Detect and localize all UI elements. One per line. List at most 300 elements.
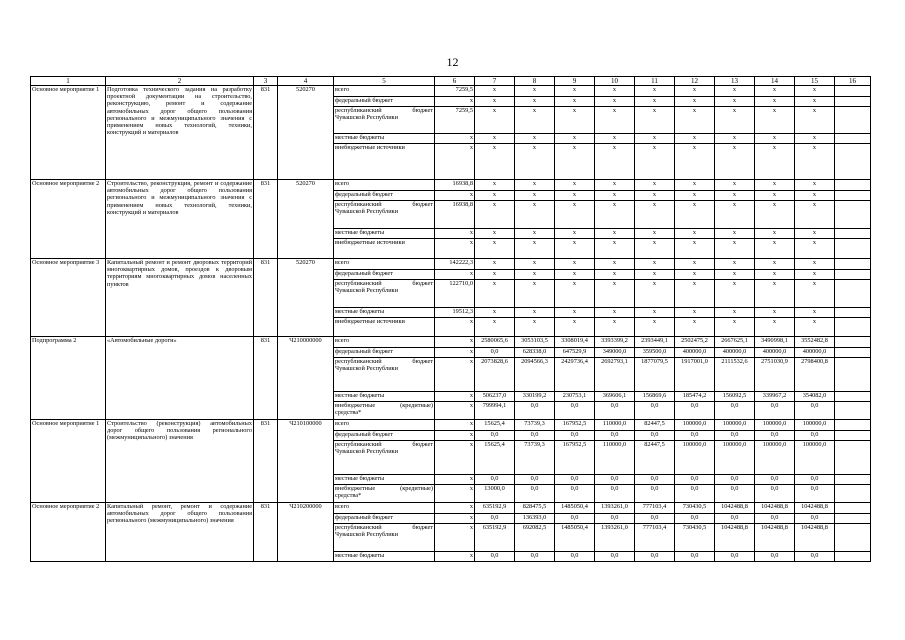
year-value-cell: x [595,134,635,144]
amount-cell: x [435,514,475,524]
year-value-cell: 349000,0 [595,348,635,358]
year-value-cell: x [635,86,675,97]
year-value-cell: 0,0 [635,431,675,441]
year-value-cell: 0,0 [715,402,755,420]
year-value-cell: 2073828,6 [475,358,515,392]
amount-cell: x [435,420,475,431]
amount-cell: 19512,3 [435,308,475,318]
year-value-cell: x [795,134,835,144]
year-value-cell: 0,0 [555,552,595,562]
year-value-cell: x [755,180,795,191]
year-value-cell: 1485050,4 [555,503,595,514]
year-value-cell: x [555,107,595,134]
year-value-cell: x [795,86,835,97]
amount-cell: x [435,524,475,552]
year-value-cell [835,134,871,144]
amount-cell: x [435,239,475,259]
year-value-cell: x [515,239,555,259]
year-value-cell: 1393261,0 [595,524,635,552]
year-value-cell: 359500,0 [635,348,675,358]
funding-source-cell: федеральный бюджет [334,348,435,358]
amount-cell: x [435,392,475,402]
year-value-cell: x [755,239,795,259]
year-value-cell: 1485050,4 [555,524,595,552]
year-value-cell [835,402,871,420]
year-value-cell: x [515,201,555,229]
target-article-cell: Ч210000000 [278,337,334,420]
year-value-cell: 100000,0 [795,441,835,475]
year-value-cell: x [475,144,515,180]
year-value-cell: 156869,6 [635,392,675,402]
year-value-cell: 0,0 [515,402,555,420]
year-value-cell: x [515,97,555,107]
year-value-cell: x [475,308,515,318]
year-value-cell: 100000,0 [675,441,715,475]
year-value-cell: 0,0 [715,485,755,503]
year-value-cell: x [795,107,835,134]
year-value-cell: 0,0 [555,485,595,503]
budget-table [30,76,871,562]
year-value-cell: 0,0 [795,431,835,441]
year-value-cell [835,97,871,107]
year-value-cell: x [635,180,675,191]
column-header-13: 13 [715,77,755,86]
year-value-cell [835,229,871,239]
program-name-cell: Основное мероприятие 2 [31,503,106,562]
year-value-cell: 2111532,6 [715,358,755,392]
funding-source-cell: республиканский бюджет Чувашской Республики [334,280,435,308]
column-header-11: 11 [635,77,675,86]
column-header-14: 14 [755,77,795,86]
year-value-cell: 0,0 [555,514,595,524]
grbs-code-cell: 831 [254,337,278,420]
year-value-cell: 110000,0 [595,441,635,475]
year-value-cell: 369606,1 [595,392,635,402]
year-value-cell: x [715,180,755,191]
table-row [31,180,871,191]
year-value-cell: x [515,308,555,318]
year-value-cell: 0,0 [595,552,635,562]
year-value-cell: 1042488,8 [795,524,835,552]
year-value-cell: 0,0 [675,485,715,503]
year-value-cell: x [755,318,795,337]
year-value-cell: x [515,259,555,270]
year-value-cell: x [795,318,835,337]
year-value-cell: 0,0 [755,475,795,485]
year-value-cell: x [515,280,555,308]
year-value-cell: 230753,1 [555,392,595,402]
year-value-cell: x [555,134,595,144]
year-value-cell: 73739,3 [515,441,555,475]
funding-source-cell: местные бюджеты [334,392,435,402]
amount-cell: 7259,5 [435,86,475,97]
year-value-cell: 400000,0 [755,348,795,358]
year-value-cell: 82447,5 [635,441,675,475]
year-value-cell: 0,0 [595,514,635,524]
year-value-cell [835,475,871,485]
year-value-cell: 400000,0 [795,348,835,358]
year-value-cell: 777103,4 [635,524,675,552]
table-row [31,503,871,514]
amount-cell: x [435,552,475,562]
page-number: 12 [446,55,459,69]
funding-source-cell: республиканский бюджет Чувашской Республики [334,524,435,552]
funding-source-cell: всего [334,337,435,348]
year-value-cell: 777103,4 [635,503,675,514]
year-value-cell: x [515,180,555,191]
funding-source-cell: республиканский бюджет Чувашской Республики [334,107,435,134]
year-value-cell: x [635,107,675,134]
year-value-cell: 635192,9 [475,503,515,514]
year-value-cell: 2667625,1 [715,337,755,348]
year-value-cell: x [715,270,755,280]
year-value-cell: 0,0 [555,475,595,485]
year-value-cell: x [475,201,515,229]
year-value-cell: 82447,5 [635,420,675,431]
amount-cell: x [435,144,475,180]
year-value-cell: x [475,86,515,97]
year-value-cell: x [675,270,715,280]
year-value-cell: x [595,229,635,239]
year-value-cell: 0,0 [755,552,795,562]
year-value-cell: 0,0 [715,552,755,562]
year-value-cell: x [635,308,675,318]
year-value-cell: 0,0 [755,402,795,420]
funding-source-cell: федеральный бюджет [334,191,435,201]
year-value-cell: x [635,134,675,144]
year-value-cell: 73739,3 [515,420,555,431]
year-value-cell: 0,0 [595,475,635,485]
target-article-cell: Ч210100000 [278,420,334,503]
year-value-cell: 0,0 [595,485,635,503]
amount-cell: 7259,5 [435,107,475,134]
year-value-cell [835,308,871,318]
year-value-cell: 0,0 [515,431,555,441]
year-value-cell: x [475,97,515,107]
amount-cell: x [435,441,475,475]
year-value-cell: 0,0 [795,552,835,562]
year-value-cell: x [515,144,555,180]
year-value-cell: x [795,308,835,318]
year-value-cell: x [755,229,795,239]
year-value-cell: x [715,191,755,201]
year-value-cell: x [515,318,555,337]
year-value-cell: 799994,1 [475,402,515,420]
year-value-cell: x [475,318,515,337]
funding-source-cell: внебюджетные источники [334,239,435,259]
year-value-cell: x [515,86,555,97]
measure-description-cell: Строительство, реконструкция, ремонт и содержание автомобильных дорог общего пользования регионального и межмуниципального значения с применением новых технологий, техники, конструкций и материалов [106,180,254,259]
program-name-cell: Основное мероприятие 3 [31,259,106,337]
year-value-cell: 3308019,4 [555,337,595,348]
funding-source-cell: республиканский бюджет Чувашской Республики [334,201,435,229]
year-value-cell: 100000,0 [715,441,755,475]
year-value-cell: 730430,5 [675,524,715,552]
funding-source-cell: федеральный бюджет [334,97,435,107]
year-value-cell [835,420,871,431]
amount-cell: x [435,270,475,280]
column-header-3: 3 [254,77,278,86]
year-value-cell: 0,0 [635,514,675,524]
year-value-cell: 0,0 [475,514,515,524]
year-value-cell: x [675,201,715,229]
year-value-cell: x [715,239,755,259]
year-value-cell: x [715,229,755,239]
year-value-cell: x [675,97,715,107]
year-value-cell: x [555,144,595,180]
year-value-cell: x [515,191,555,201]
column-header-4: 4 [278,77,334,86]
year-value-cell: 3053103,5 [515,337,555,348]
funding-source-cell: всего [334,86,435,97]
year-value-cell [835,358,871,392]
year-value-cell: x [595,144,635,180]
program-name-cell: Подпрограмма 2 [31,337,106,420]
funding-source-cell: федеральный бюджет [334,431,435,441]
funding-source-cell: республиканский бюджет Чувашской Республики [334,358,435,392]
year-value-cell: x [595,86,635,97]
table-body [31,86,871,562]
year-value-cell: x [555,201,595,229]
year-value-cell: x [795,180,835,191]
year-value-cell: x [515,134,555,144]
year-value-cell: x [555,180,595,191]
year-value-cell: 1042488,8 [755,524,795,552]
funding-source-cell: всего [334,180,435,191]
year-value-cell: x [555,97,595,107]
year-value-cell: 167952,5 [555,441,595,475]
year-value-cell: x [675,144,715,180]
year-value-cell [835,524,871,552]
measure-description-cell: Строительство (реконструкция) автомобильных дорог общего пользования регионального (межмуниципального) значения [106,420,254,503]
amount-cell: 16938,8 [435,180,475,191]
amount-cell: x [435,485,475,503]
year-value-cell [835,514,871,524]
column-header-5: 5 [334,77,435,86]
amount-cell: x [435,134,475,144]
year-value-cell: x [595,97,635,107]
program-name-cell: Основное мероприятие 1 [31,86,106,180]
year-value-cell: x [635,270,675,280]
funding-source-cell: республиканский бюджет Чувашской Республики [334,441,435,475]
column-header-12: 12 [675,77,715,86]
year-value-cell: x [795,191,835,201]
year-value-cell: 2798400,8 [795,358,835,392]
amount-cell: x [435,503,475,514]
target-article-cell: 520270 [278,259,334,337]
funding-source-cell: федеральный бюджет [334,270,435,280]
year-value-cell [835,144,871,180]
amount-cell: 122710,0 [435,280,475,308]
funding-source-cell: местные бюджеты [334,552,435,562]
year-value-cell: 1042488,8 [715,524,755,552]
year-value-cell: x [715,280,755,308]
year-value-cell: x [555,191,595,201]
year-value-cell: x [475,270,515,280]
funding-source-cell: внебюджетные (кредитные) средства* [334,402,435,420]
year-value-cell [835,485,871,503]
year-value-cell: x [675,308,715,318]
year-value-cell: 0,0 [595,431,635,441]
funding-source-cell: внебюджетные источники [334,318,435,337]
year-value-cell: x [635,259,675,270]
year-value-cell: x [635,97,675,107]
year-value-cell: 100000,0 [755,441,795,475]
program-name-cell: Основное мероприятие 2 [31,180,106,259]
year-value-cell: 2094566,3 [515,358,555,392]
year-value-cell: 0,0 [515,485,555,503]
year-value-cell: 400000,0 [715,348,755,358]
year-value-cell: x [715,308,755,318]
year-value-cell: 0,0 [635,475,675,485]
year-value-cell: x [795,97,835,107]
year-value-cell: x [475,280,515,308]
year-value-cell: x [675,191,715,201]
year-value-cell: x [515,229,555,239]
year-value-cell: x [555,239,595,259]
year-value-cell: 0,0 [715,431,755,441]
year-value-cell: x [635,318,675,337]
year-value-cell: x [675,318,715,337]
year-value-cell: x [635,191,675,201]
year-value-cell: 0,0 [475,348,515,358]
year-value-cell: x [675,107,715,134]
year-value-cell [835,180,871,191]
column-header-1: 1 [31,77,106,86]
year-value-cell: x [635,144,675,180]
amount-cell: x [435,191,475,201]
year-value-cell: x [755,201,795,229]
year-value-cell: 0,0 [515,552,555,562]
year-value-cell: x [755,97,795,107]
year-value-cell: 1042488,8 [795,503,835,514]
year-value-cell: x [715,201,755,229]
year-value-cell: 0,0 [675,552,715,562]
year-value-cell [835,107,871,134]
year-value-cell: x [595,280,635,308]
year-value-cell: 0,0 [475,552,515,562]
year-value-cell: x [635,201,675,229]
funding-source-cell: местные бюджеты [334,229,435,239]
year-value-cell: 3393399,2 [595,337,635,348]
year-value-cell: x [715,259,755,270]
year-value-cell: x [555,280,595,308]
amount-cell: 142222,3 [435,259,475,270]
year-value-cell: 2692793,1 [595,358,635,392]
year-value-cell: 647529,9 [555,348,595,358]
year-value-cell: 100000,0 [755,420,795,431]
year-value-cell: 0,0 [675,514,715,524]
year-value-cell: x [795,239,835,259]
year-value-cell: 1393261,0 [595,503,635,514]
year-value-cell: x [755,308,795,318]
year-value-cell: 0,0 [475,431,515,441]
year-value-cell [835,431,871,441]
year-value-cell [835,503,871,514]
program-name-cell: Основное мероприятие 1 [31,420,106,503]
year-value-cell: x [755,107,795,134]
year-value-cell: x [755,259,795,270]
year-value-cell [835,259,871,270]
funding-source-cell: всего [334,420,435,431]
grbs-code-cell: 831 [254,259,278,337]
year-value-cell: x [795,144,835,180]
year-value-cell [835,280,871,308]
year-value-cell: 185474,2 [675,392,715,402]
year-value-cell: x [675,259,715,270]
year-value-cell: 100000,0 [675,420,715,431]
funding-source-cell: внебюджетные источники [334,144,435,180]
year-value-cell [835,318,871,337]
year-value-cell: 828475,5 [515,503,555,514]
column-header-6: 6 [435,77,475,86]
year-value-cell: x [715,107,755,134]
year-value-cell: x [475,229,515,239]
year-value-cell: 0,0 [555,431,595,441]
year-value-cell: 167952,5 [555,420,595,431]
year-value-cell: x [595,191,635,201]
year-value-cell: x [595,270,635,280]
year-value-cell: x [555,318,595,337]
table-row [31,337,871,348]
year-value-cell: x [675,180,715,191]
year-value-cell: x [515,107,555,134]
year-value-cell: 730430,5 [675,503,715,514]
funding-source-cell: федеральный бюджет [334,514,435,524]
year-value-cell: 1042488,8 [755,503,795,514]
measure-description-cell: «Автомобильные дороги» [106,337,254,420]
year-value-cell: x [595,318,635,337]
year-value-cell: 0,0 [755,485,795,503]
amount-cell: 16938,8 [435,201,475,229]
table-row [31,420,871,431]
column-header-9: 9 [555,77,595,86]
year-value-cell: x [755,144,795,180]
year-value-cell: x [715,134,755,144]
year-value-cell: 628338,0 [515,348,555,358]
year-value-cell: x [595,259,635,270]
measure-description-cell: Подготовка технического задания на разработку проектной документации на строительство, реконструкцию, ремонт и содержание автомобильных дорог общего пользования регионального и межмуниципального значения с применением новых технологий, техники, конструкций и материалов [106,86,254,180]
year-value-cell [835,270,871,280]
year-value-cell: x [795,229,835,239]
year-value-cell: x [675,134,715,144]
year-value-cell [835,201,871,229]
measure-description-cell: Капитальный ремонт, ремонт и содержание автомобильных дорог общего пользования регионального (межмуниципального) значения [106,503,254,562]
year-value-cell: x [475,180,515,191]
year-value-cell: 635192,9 [475,524,515,552]
year-value-cell: x [515,270,555,280]
year-value-cell [835,86,871,97]
year-value-cell: 100000,0 [795,420,835,431]
column-header-7: 7 [475,77,515,86]
amount-cell: x [435,402,475,420]
year-value-cell: x [675,86,715,97]
year-value-cell [835,392,871,402]
amount-cell: x [435,318,475,337]
year-value-cell: 0,0 [755,514,795,524]
amount-cell: x [435,431,475,441]
year-value-cell: 15625,4 [475,420,515,431]
year-value-cell: 2393449,1 [635,337,675,348]
year-value-cell: x [595,180,635,191]
year-value-cell: 2751030,9 [755,358,795,392]
year-value-cell: 1042488,8 [715,503,755,514]
year-value-cell: 0,0 [795,514,835,524]
year-value-cell: x [715,86,755,97]
table-row [31,259,871,270]
year-value-cell: 0,0 [675,402,715,420]
year-value-cell: x [795,270,835,280]
